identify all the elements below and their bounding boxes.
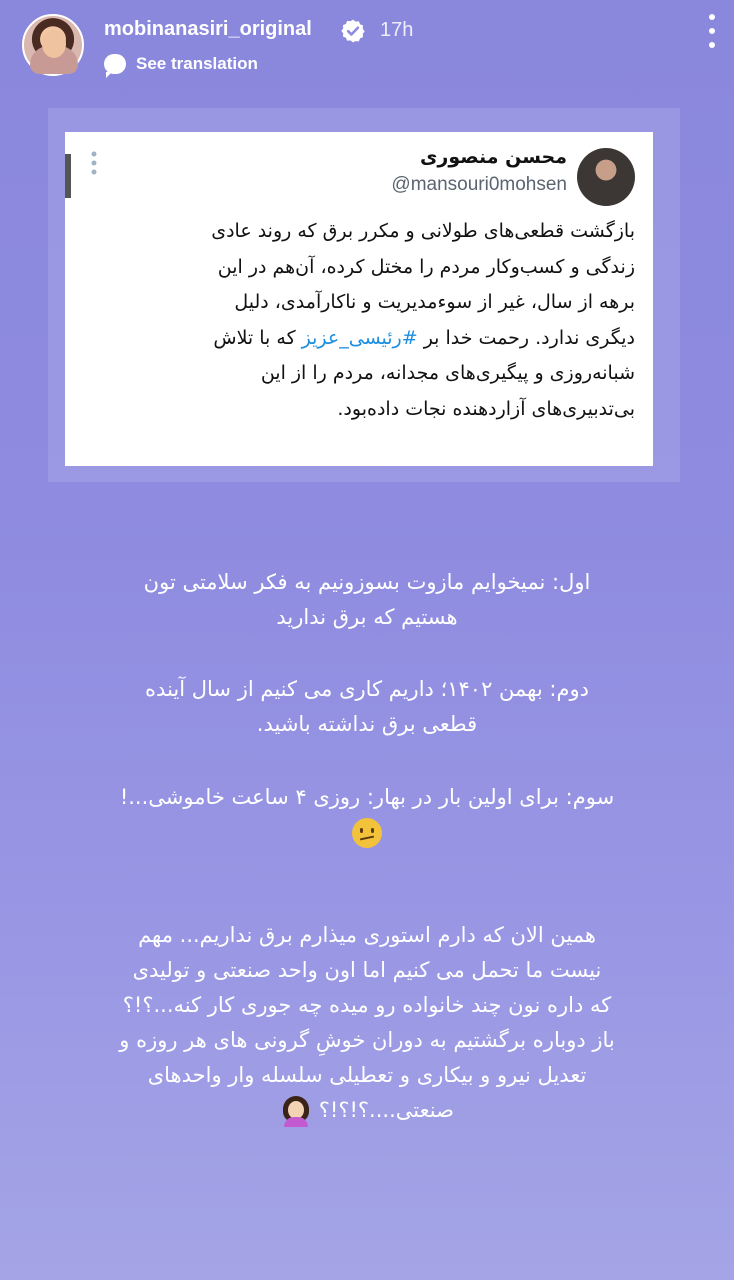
story-line: قطعی برق نداشته باشید. — [256, 712, 478, 736]
tweet-line: بی‌تدبیری‌های آزاردهنده نجات داده‌بود. — [337, 397, 635, 420]
story-paragraph-1 — [70, 565, 664, 635]
woman-facepalming-emoji — [280, 1095, 312, 1127]
more-dot — [709, 28, 715, 34]
tweet-line: شبانه‌روزی و پیگیری‌های مجدانه، مردم را از این — [260, 362, 635, 384]
story-emoji-line — [70, 815, 664, 850]
see-translation-label: See translation — [136, 54, 258, 73]
story-line: تعدیل نیرو و بیکاری و تعطیلی سلسله وار واحدهای — [147, 1063, 587, 1087]
see-translation-button[interactable] — [104, 54, 258, 74]
story-line: اول: نمیخوایم مازوت بسوزونیم به فکر سلامتی تون — [143, 570, 591, 594]
more-dot — [709, 42, 715, 48]
story-line: باز دوباره برگشتیم به دوران خوشِ گرونی های هر روزه و — [119, 1028, 615, 1052]
tweet-author-name: محسن منصوری — [419, 146, 567, 168]
story-line-text: صنعتی....؟!؟!؟ — [318, 1098, 454, 1122]
story-paragraph-3 — [70, 780, 664, 850]
confused-face-emoji — [352, 818, 382, 848]
story-line: هستیم که برق ندارید — [276, 605, 458, 629]
story-paragraph-4 — [70, 918, 664, 1128]
story-header — [22, 14, 712, 84]
hashtag-link[interactable]: #رئیسی_عزیز — [301, 326, 418, 349]
tweet-line: بازگشت قطعی‌های طولانی و مکرر برق که روند عادی — [211, 220, 635, 242]
more-vertical-icon[interactable] — [708, 14, 716, 48]
avatar[interactable] — [22, 14, 84, 76]
tweet-author-handle: @mansouri0mohsen — [391, 174, 567, 195]
story-line: نیست ما تحمل می کنیم اما اون واحد صنعتی و تولیدی — [132, 958, 602, 982]
tweet-card — [65, 132, 653, 466]
avatar-face — [42, 30, 66, 58]
more-dots-icon — [85, 150, 103, 176]
username[interactable]: mobinanasiri_original — [104, 18, 312, 40]
tweet-line: برهه از سال، غیر از سوءمدیریت و ناکارآمدی، دلیل — [234, 291, 635, 313]
tweet-line-post: که با تلاش — [213, 326, 302, 349]
post-time: 17h — [380, 19, 414, 41]
more-dot — [709, 14, 715, 20]
speech-bubble-icon — [104, 54, 126, 74]
story-line: سوم: برای اولین بار در بهار: روزی ۴ ساعت خاموشی...! — [119, 785, 615, 809]
story-line: دوم: بهمن ۱۴۰۲؛ داریم کاری می کنیم از سال آینده — [145, 677, 589, 701]
story-paragraph-2 — [70, 672, 664, 742]
tweet-line: زندگی و کسب‌وکار مردم را مختل کرده، آن‌هم در این — [217, 255, 635, 278]
story-line — [70, 1093, 664, 1128]
card-edge-bar — [65, 154, 71, 198]
tweet-line-pre: دیگری ندارد. رحمت خدا بر — [417, 326, 635, 349]
tweet-text — [95, 214, 635, 427]
verified-badge-icon — [340, 18, 366, 44]
story-line: همین الان که دارم استوری میذارم برق نداریم... مهم — [138, 923, 596, 947]
story-line: که داره نون چند خانواده رو میده چه جوری کار کنه...؟!؟ — [122, 993, 612, 1017]
tweet-author-avatar — [577, 148, 635, 206]
emoji-body — [284, 1117, 308, 1127]
tweet-line — [95, 321, 635, 357]
